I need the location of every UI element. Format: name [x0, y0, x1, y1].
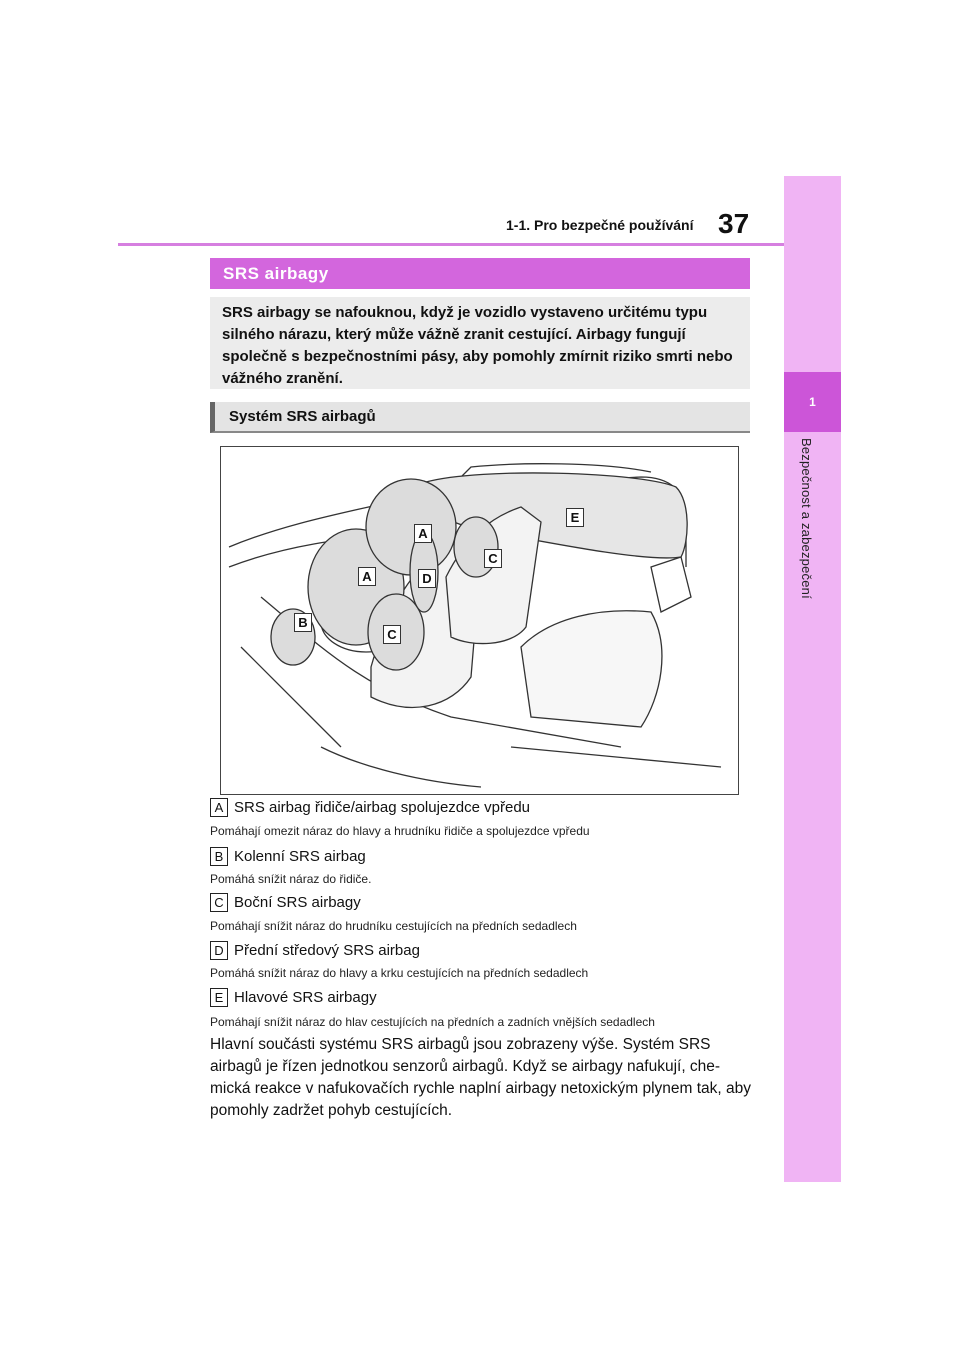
legend-description: Pomáhají snížit náraz do hrudníku cestujících na předních sedadlech: [210, 919, 577, 933]
legend-description: Pomáhá snížit náraz do řidiče.: [210, 872, 372, 886]
legend-key: C: [210, 893, 228, 912]
header-rule: [118, 243, 784, 246]
chapter-number: 1: [784, 372, 841, 432]
legend-key: D: [210, 941, 228, 960]
figure-label-a-passenger: A: [414, 524, 432, 543]
legend-title: Boční SRS airbagy: [234, 893, 361, 911]
legend-title: Hlavové SRS airbagy: [234, 988, 377, 1006]
legend-title: Kolenní SRS airbag: [234, 847, 366, 865]
legend-title: SRS airbag řidiče/airbag spolujezdce vpředu: [234, 798, 531, 816]
intro-box: SRS airbagy se nafouknou, když je vozidlo vystaveno určitému typu silného nárazu, který může vážně zranit cestující. Airbagy fungují společně s bezpečnostními pásy, aby pomohly zmírnit riziko smrti nebo vážného zranění.: [210, 297, 750, 389]
legend-key: E: [210, 988, 228, 1007]
body-paragraph: Hlavní součásti systému SRS airbagů jsou zobrazeny výše. Systém SRS airbagů je řízen jednotkou senzorů airbagů. Když se airbagy nafukují, che-mická reakce v nafukovačích rychle naplní airbagy netoxickým plynem tak, aby pomohly zadržet pohyb cestujících.: [210, 1036, 752, 1119]
legend-item-d: [210, 939, 420, 961]
subsection-heading: Systém SRS airbagů: [210, 402, 750, 433]
figure-label-c-front: C: [383, 625, 401, 644]
legend-item-e: [210, 986, 377, 1008]
legend-description: Pomáhají snížit náraz do hlav cestujících na předních a zadních vnějších sedadlech: [210, 1015, 655, 1029]
legend-description: Pomáhají omezit náraz do hlavy a hrudníku řidiče a spolujezdce vpředu: [210, 824, 590, 838]
legend-key: B: [210, 847, 228, 866]
figure-label-a-driver: A: [358, 567, 376, 586]
section-banner: SRS airbagy: [210, 258, 750, 289]
figure-label-e: E: [566, 508, 584, 527]
page-number: 37: [718, 208, 750, 239]
figure-label-c-rear: C: [484, 549, 502, 568]
chapter-side-tab: [784, 176, 841, 1182]
legend-description: Pomáhá snížit náraz do hlavy a krku cestujících na předních sedadlech: [210, 966, 589, 980]
section-title: 1-1. Pro bezpečné používání: [506, 217, 694, 233]
legend-item-c: [210, 891, 361, 913]
chapter-title: Bezpečnost a zabezpečení: [799, 438, 814, 599]
figure-label-b: B: [294, 613, 312, 632]
legend-item-b: [210, 845, 366, 867]
legend-title: Přední středový SRS airbag: [234, 941, 420, 959]
legend-item-a: [210, 796, 530, 818]
airbag-illustration: [220, 446, 739, 795]
legend-key: A: [210, 798, 228, 817]
figure-label-d: D: [418, 569, 436, 588]
